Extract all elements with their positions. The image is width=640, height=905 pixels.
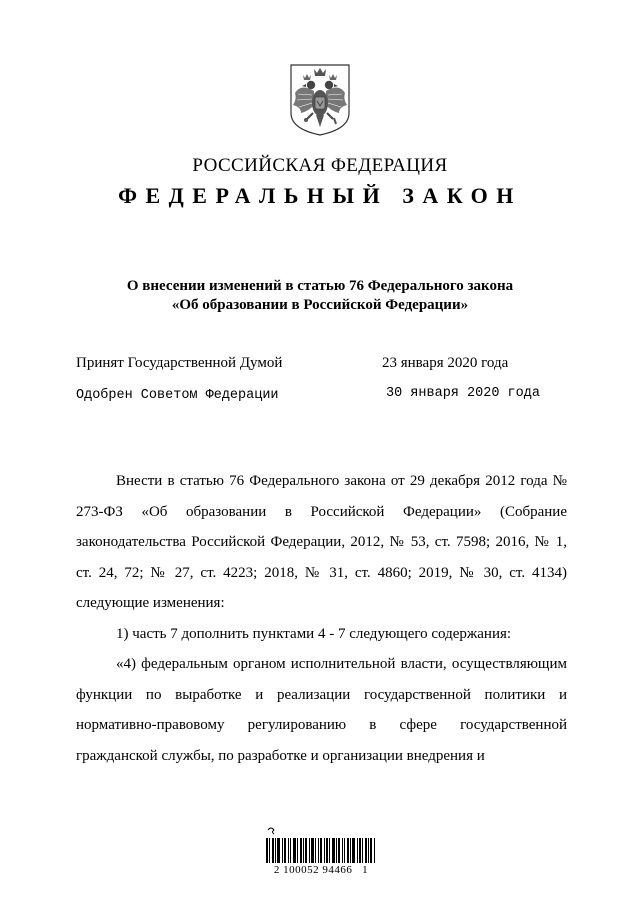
duma-adoption-label: Принят Государственной Думой	[76, 355, 283, 371]
duma-adoption-date: 23 января 2020 года	[382, 355, 509, 371]
barcode-number: 2 100052 94466 1	[273, 864, 369, 876]
council-approval-label: Одобрен Советом Федерации	[76, 388, 279, 403]
body-paragraph: 1) часть 7 дополнить пунктами 4 - 7 следующего содержания:	[116, 625, 512, 642]
law-title-line: О внесении изменений в статью 76 Федерального закона	[126, 278, 514, 294]
law-title	[0, 277, 640, 315]
body-paragraph: Внести в статью 76 Федерального закона от 29 декабря 2012 года № 273-ФЗ «Об образовании в Российской Федерации» (Собрание законодательства Российской Федерации, 2012, № 53, ст. 7598; 2016, № 1, ст. 24, 72; № 27, ст. 4223; 2018, № 31, ст. 4860; 2019, № 30, ст. 4134) следующие изменения:	[76, 473, 567, 611]
law-title-line: «Об образовании в Российской Федерации»	[171, 297, 469, 313]
state-name: РОССИЙСКАЯ ФЕДЕРАЦИЯ	[192, 155, 448, 176]
council-approval-date: 30 января 2020 года	[386, 386, 540, 401]
document-type: ФЕДЕРАЛЬНЫЙ ЗАКОН	[118, 183, 522, 208]
law-body	[76, 466, 567, 771]
body-paragraph: «4) федеральным органом исполнительной власти, осуществляющим функции по выработке и реализации государственной политики и нормативно-правовому регулированию в сфере государственной гражданской службы, по разработке и организации внедрения и	[76, 656, 567, 764]
coat-of-arms-icon	[287, 63, 353, 137]
